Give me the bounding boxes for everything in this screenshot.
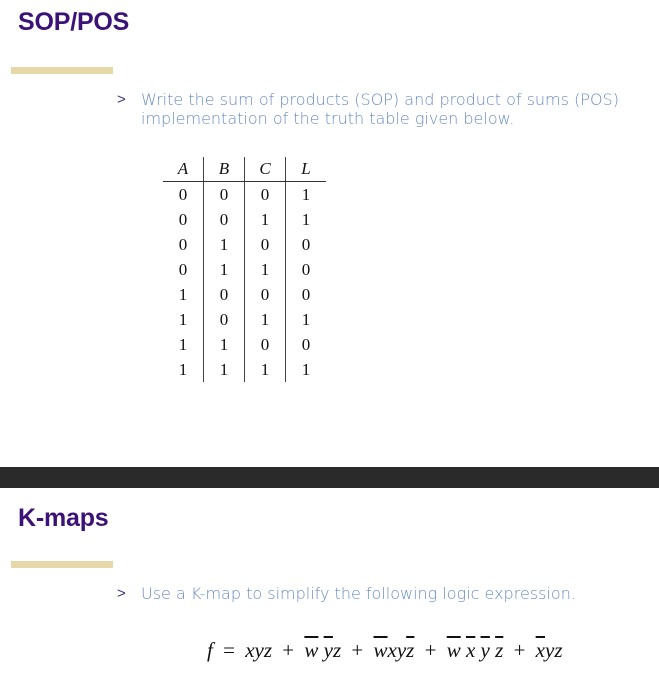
table-cell: 1 — [301, 185, 311, 204]
slide-separator — [0, 467, 659, 488]
table-cell: 0 — [301, 260, 311, 279]
header-l: L — [286, 157, 327, 182]
bullet-text: Use a K-map to simplify the following logic expression. — [141, 584, 576, 603]
table-cell: 0 — [245, 182, 286, 208]
table-row — [163, 257, 326, 282]
table-cell: 1 — [163, 357, 204, 382]
table-row — [163, 282, 326, 307]
table-cell: 0 — [301, 235, 311, 254]
table-cell: 1 — [163, 307, 204, 332]
formula-plus: + — [513, 638, 526, 662]
slide-title: SOP/POS — [18, 8, 130, 36]
formula-lhs: f — [207, 638, 213, 662]
table-cell: 0 — [245, 232, 286, 257]
formula-term-2: $\overline{w}$ $\overline{y}z$ — [304, 638, 342, 662]
table-cell: 1 — [301, 360, 311, 379]
table-cell: 0 — [245, 332, 286, 357]
formula-term-5: $\overline{x}yz$ — [535, 638, 563, 662]
formula-plus: + — [351, 638, 364, 662]
table-row — [163, 332, 326, 357]
table-cell: 0 — [204, 282, 245, 307]
formula-term-4: $\overline{w}$ $\overline{x}$ $\overline{y}$ $\overline{z}$ — [446, 638, 504, 662]
formula-plus: + — [282, 638, 295, 662]
table-cell: 1 — [245, 257, 286, 282]
table-row — [163, 232, 326, 257]
table-row — [163, 207, 326, 232]
title-underline — [11, 561, 113, 568]
table-cell: 1 — [204, 332, 245, 357]
bullet-marker: > — [117, 91, 126, 108]
table-cell: 1 — [301, 310, 311, 329]
bullet-text: Write the sum of products (SOP) and product of sums (POS) implementation of the truth table given below. — [141, 90, 619, 128]
table-cell: 1 — [204, 232, 245, 257]
header-a: A — [163, 157, 204, 182]
table-row — [163, 182, 326, 208]
bullet-point — [117, 90, 631, 128]
truth-table — [163, 157, 326, 382]
table-cell: 1 — [245, 357, 286, 382]
table-cell: 0 — [301, 335, 311, 354]
table-cell: 1 — [301, 210, 311, 229]
table-cell: 0 — [163, 257, 204, 282]
table-cell: 1 — [245, 307, 286, 332]
table-row — [163, 307, 326, 332]
table-cell: 0 — [301, 285, 311, 304]
table-cell: 0 — [163, 207, 204, 232]
header-c: C — [245, 157, 286, 182]
slide-title: K-maps — [18, 504, 109, 532]
table-cell: 0 — [163, 232, 204, 257]
title-underline — [11, 67, 113, 74]
bullet-marker: > — [117, 585, 126, 602]
table-cell: 0 — [204, 182, 245, 208]
table-cell: 1 — [204, 257, 245, 282]
table-header-row — [163, 157, 326, 182]
formula-plus: + — [424, 638, 437, 662]
bullet-point — [117, 584, 631, 603]
header-b: B — [204, 157, 245, 182]
formula-term-3: $\overline{w}xy\overline{z}$ — [373, 638, 415, 662]
table-row — [163, 357, 326, 382]
table-cell: 1 — [163, 282, 204, 307]
logic-expression — [207, 638, 563, 663]
table-cell: 1 — [204, 357, 245, 382]
table-cell: 0 — [204, 307, 245, 332]
formula-equals: = — [223, 638, 235, 662]
table-cell: 0 — [245, 282, 286, 307]
slide-k-maps — [0, 488, 659, 700]
table-cell: 0 — [163, 182, 204, 208]
table-cell: 0 — [204, 207, 245, 232]
formula-term-1: xyz — [245, 638, 273, 662]
table-cell: 1 — [245, 207, 286, 232]
table-cell: 1 — [163, 332, 204, 357]
